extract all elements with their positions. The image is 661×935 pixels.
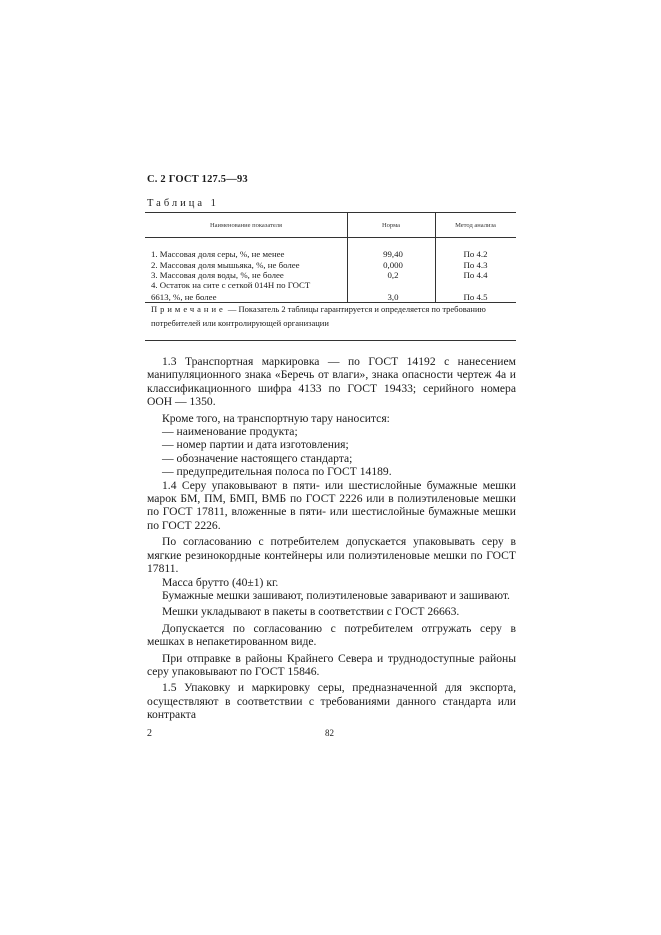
column-header-norm: Норма — [381, 222, 401, 229]
note-label: Примечание — [151, 304, 226, 314]
row-label: 2. Массовая доля мышьяка, %, не более — [151, 260, 300, 270]
paragraph: По согласованию с потребителем допускается упаковывать серу в мягкие резинокордные контейнеры или полиэтиленовые мешки по ГОСТ 17811. — [147, 535, 516, 576]
column-header-indicator: Наименование показателя — [209, 222, 283, 229]
list-item: — обозначение настоящего стандарта; — [162, 451, 353, 465]
row-norm: 0,000 — [383, 260, 403, 270]
row-method: По 4.4 — [463, 270, 488, 280]
page-number: 2 — [147, 728, 152, 739]
row-method: По 4.3 — [463, 260, 488, 270]
list-item: — предупредительная полоса по ГОСТ 14189. — [162, 465, 392, 479]
row-method: По 4.2 — [463, 249, 488, 259]
paragraph: 1.3 Транспортная маркировка — по ГОСТ 14192 с нанесением манипуляционного знака «Беречь от влаги», знака опасности чертеж 4а и классификационного шифра 4133 по ГОСТ 19433; серийного номера ООН — 1350. — [147, 355, 516, 409]
row-method: По 4.5 — [463, 292, 488, 302]
row-label: 1. Массовая доля серы, %, не менее — [151, 249, 285, 259]
header-divider — [145, 237, 516, 238]
sheet-number: 82 — [325, 728, 334, 738]
row-norm: 0,2 — [387, 270, 399, 280]
paragraph: Масса брутто (40±1) кг. — [162, 575, 279, 589]
paragraph: Мешки укладывают в пакеты в соответствии с ГОСТ 26663. — [162, 605, 460, 619]
table-caption: Таблица 1 — [147, 198, 219, 209]
column-header-method: Метод анализа — [455, 222, 496, 229]
paragraph: 1.4 Серу упаковывают в пяти- или шестислойные бумажные мешки марок БМ, ПМ, БМП, ВМБ по ГОСТ 2226 или в полиэтиленовые мешки по ГОСТ 17811, вложенные в пяти- или шестислойные бумажные мешки по ГОСТ 2226. — [147, 478, 516, 532]
row-label: 3. Массовая доля воды, %, не более — [151, 270, 284, 280]
list-item: — наименование продукта; — [162, 425, 298, 439]
paragraph: 1.5 Упаковку и маркировку серы, предназначенной для экспорта, осуществляют в соответствии с требованиями данного стандарта или контракта — [147, 681, 516, 722]
table-note — [151, 302, 511, 330]
paragraph: Бумажные мешки зашивают, полиэтиленовые заваривают и зашивают. — [162, 588, 510, 602]
data-table — [145, 212, 516, 341]
row-label: 4. Остаток на сите с сеткой 014Н по ГОСТ — [151, 280, 311, 290]
note-text: — Показатель 2 таблицы гарантируется и определяется по требованию потребителей или контролирующей организации — [151, 304, 486, 328]
row-label: 6613, %, не более — [151, 292, 217, 302]
row-norm: 3,0 — [387, 292, 399, 302]
running-title: С. 2 ГОСТ 127.5—93 — [147, 174, 248, 185]
paragraph: Допускается по согласованию с потребителем отгружать серу в мешках в непакетированном виде. — [147, 621, 516, 649]
row-norm: 99,40 — [383, 249, 403, 259]
body-text — [147, 355, 516, 722]
paragraph: Кроме того, на транспортную тару наносится: — [162, 411, 390, 425]
list-item: — номер партии и дата изготовления; — [162, 438, 349, 452]
paragraph: При отправке в районы Крайнего Севера и труднодоступные районы серу упаковывают по ГОСТ 15846. — [147, 651, 516, 678]
